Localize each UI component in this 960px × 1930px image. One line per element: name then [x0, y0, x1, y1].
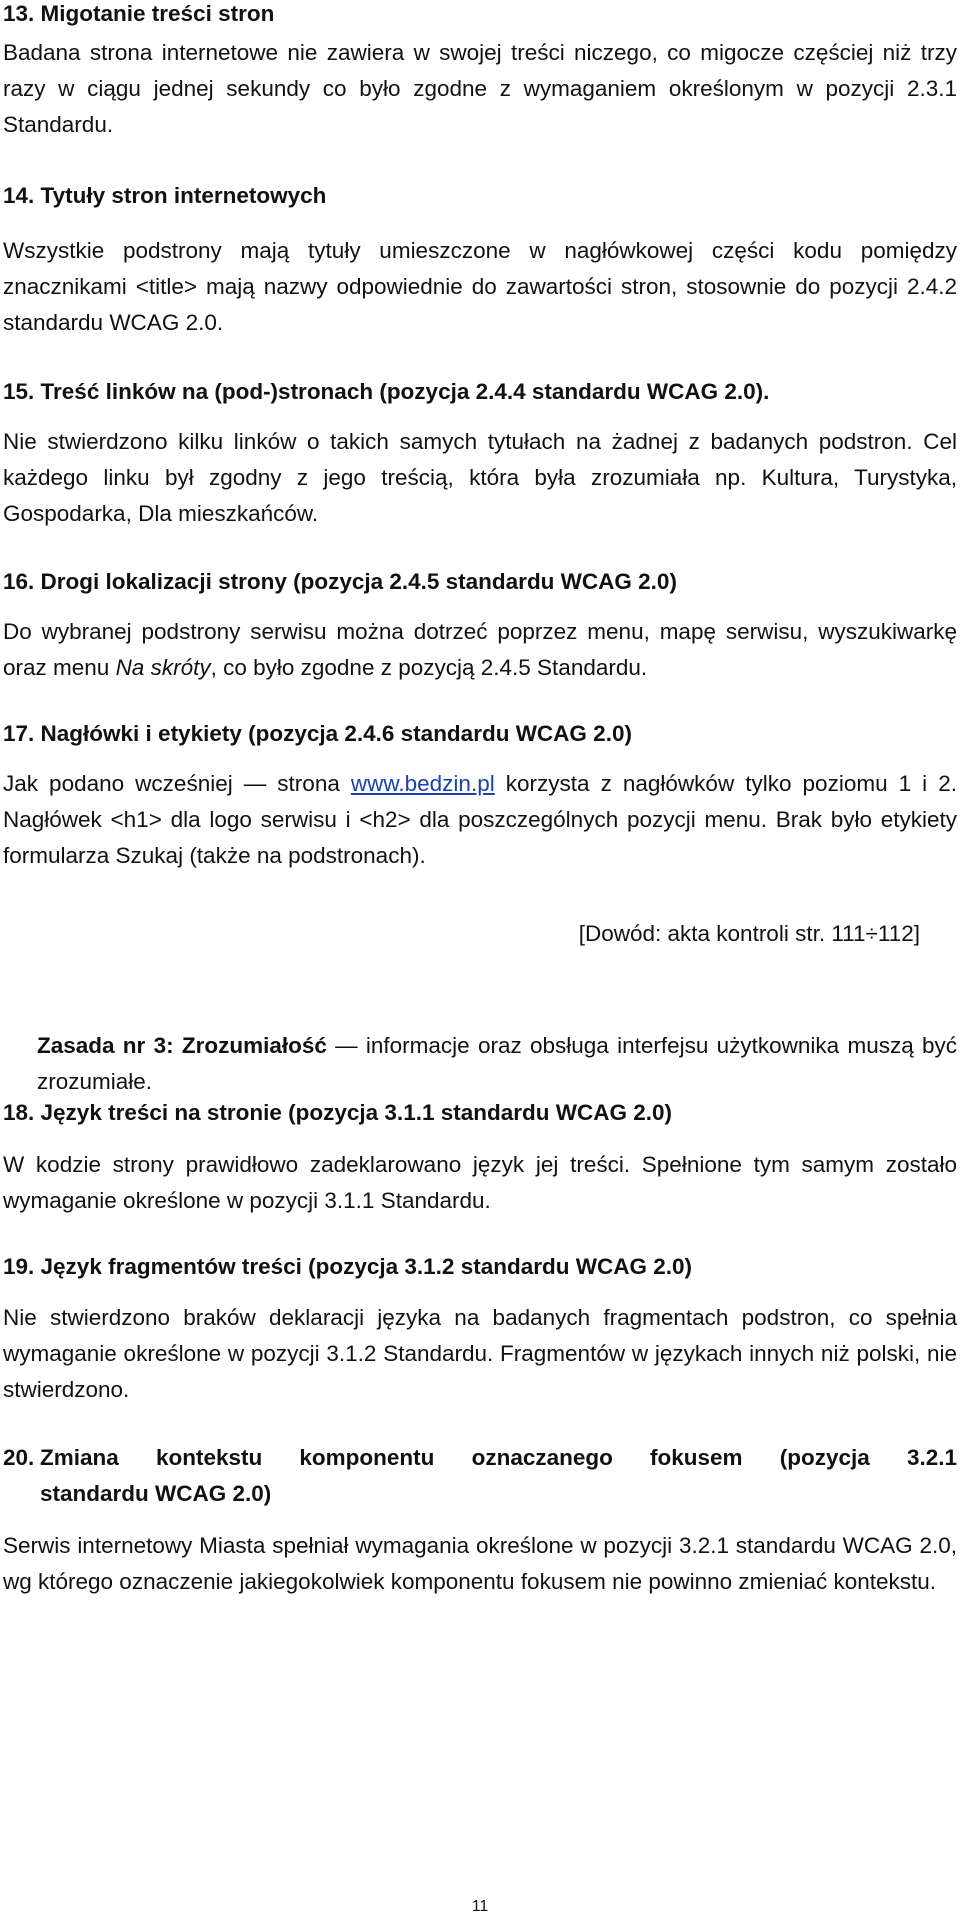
section-20-number: 20. [3, 1445, 35, 1470]
section-13-heading: 13. Migotanie treści stron [3, 1, 275, 26]
section-16-menu-name: Na skróty [115, 655, 211, 680]
section-14-heading: 14. Tytuły stron internetowych [3, 183, 327, 208]
bedzin-link[interactable]: www.bedzin.pl [350, 771, 495, 796]
section-16-text-a: Do wybranej podstrony serwisu można dotrzeć poprzez menu, mapę serwisu, wyszukiwarkę oraz menu [3, 619, 957, 680]
section-17-text-a: Jak podano wcześniej — strona [3, 771, 351, 796]
section-13-body: Badana strona internetowe nie zawiera w swojej treści niczego, co migocze częściej niż trzy razy w ciągu jednej sekundy co było zgodne z wymaganiem określonym w pozycji 2.3.1 Standardu. [3, 40, 957, 137]
section-14-body: Wszystkie podstrony mają tytuły umieszczone w nagłówkowej części kodu pomiędzy znacznikami <title> mają nazwy odpowiednie do zawartości stron, stosownie do pozycji 2.4.2 standardu WCAG 2.0. [3, 238, 957, 335]
section-18-body: W kodzie strony prawidłowo zadeklarowano język jej treści. Spełnione tym samym zostało wymaganie określone w pozycji 3.1.1 Standardu. [3, 1152, 957, 1213]
section-19-body: Nie stwierdzono braków deklaracji języka na badanych fragmentach podstron, co spełnia wymaganie określone w pozycji 3.1.2 Standardu. Fragmentów w językach innych niż polski, nie stwierdzono. [3, 1305, 957, 1402]
section-20-title-line-2: standardu WCAG 2.0) [40, 1481, 272, 1506]
section-17-text-b: korzysta z nagłówków tylko poziomu 1 i 2. Nagłówek <h1> dla logo serwisu i <h2> dla poszczególnych pozycji menu. Brak było etykiety formularza Szukaj (także na podstronach). [3, 771, 957, 868]
section-17-body [3, 766, 957, 874]
section-19-heading: 19. Język fragmentów treści (pozycja 3.1.2 standardu WCAG 2.0) [3, 1254, 692, 1279]
section-17-heading: 17. Nagłówki i etykiety (pozycja 2.4.6 standardu WCAG 2.0) [3, 721, 632, 746]
section-15-body: Nie stwierdzono kilku linków o takich samych tytułach na żadnej z badanych podstron. Cel każdego linku był zgodny z jego treścią, która była zrozumiała np. Kultura, Turystyka, Gospodarka, Dla mieszkańców. [3, 429, 957, 526]
page-number: 11 [471, 1898, 489, 1915]
principle-3 [37, 1028, 957, 1100]
evidence-reference: [Dowód: akta kontroli str. 111÷112] [578, 920, 920, 946]
section-16-body [3, 614, 957, 686]
principle-3-title: Zasada nr 3: Zrozumiałość [37, 1032, 327, 1058]
section-20-title-line-1: Zmiana kontekstu komponentu oznaczanego fokusem (pozycja 3.2.1 [40, 1445, 957, 1470]
principle-3-text: — informacje oraz obsługa interfejsu użytkownika muszą być zrozumiałe. [37, 1032, 957, 1094]
section-15-heading: 15. Treść linków na (pod-)stronach (pozycja 2.4.4 standardu WCAG 2.0). [3, 379, 770, 404]
section-16-heading: 16. Drogi lokalizacji strony (pozycja 2.4.5 standardu WCAG 2.0) [3, 569, 677, 594]
section-20-body: Serwis internetowy Miasta spełniał wymagania określone w pozycji 3.2.1 standardu WCAG 2.0, wg którego oznaczenie jakiegokolwiek komponentu fokusem nie powinno zmieniać kontekstu. [3, 1533, 957, 1594]
section-20-heading [3, 1440, 957, 1512]
section-16-text-b: , co było zgodne z pozycją 2.4.5 Standardu. [210, 655, 648, 680]
section-18-heading: 18. Język treści na stronie (pozycja 3.1.1 standardu WCAG 2.0) [3, 1100, 672, 1125]
